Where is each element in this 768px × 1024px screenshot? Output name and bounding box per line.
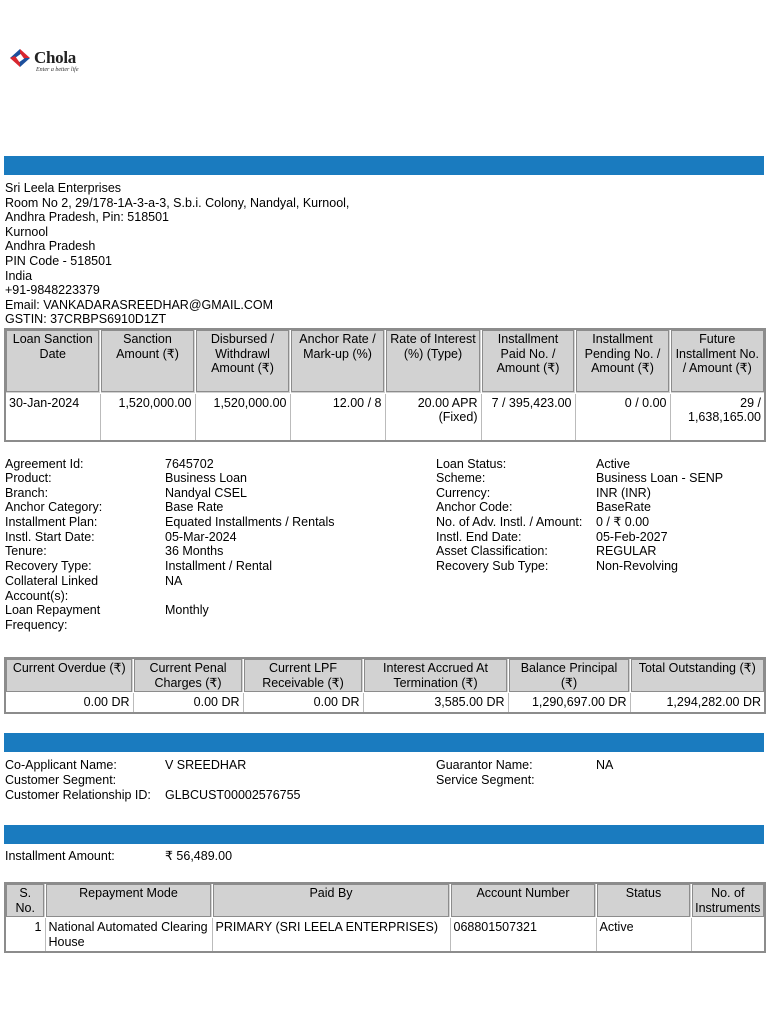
table-cell: 12.00 / 8 <box>290 393 385 441</box>
table-cell: PRIMARY (SRI LEELA ENTERPRISES) <box>212 918 450 953</box>
col-header: Balance Principal (₹) <box>508 658 630 693</box>
repayment-table-header <box>5 883 765 918</box>
col-header: No. of Instruments <box>691 883 765 918</box>
co-applicant-value: V SREEDHAR <box>165 758 247 772</box>
table-row <box>5 693 765 713</box>
guarantor-value: NA <box>596 758 614 772</box>
col-header: Interest Accrued At Termination (₹) <box>363 658 508 693</box>
col-header: Disbursed / Withdrawl Amount (₹) <box>195 329 290 393</box>
email-line: Email: VANKADARASREEDHAR@GMAIL.COM <box>5 297 274 312</box>
table-cell: 0.00 DR <box>243 693 363 713</box>
col-header: Current Overdue (₹) <box>5 658 133 693</box>
col-header: Repayment Mode <box>45 883 212 918</box>
brand-tagline: Enter a better life <box>36 67 79 73</box>
address-line: Room No 2, 29/178-1A-3-a-3, S.b.i. Colony, Nandyal, Kurnool, <box>5 195 350 210</box>
table-cell <box>691 918 765 953</box>
gstin-line: GSTIN: 37CRBPS6910D1ZT <box>5 312 167 327</box>
brand-name: Chola <box>34 48 76 67</box>
loan-table <box>4 328 766 442</box>
table-row <box>5 918 765 953</box>
col-header: Rate of Interest (%) (Type) <box>385 329 481 393</box>
installment-amount-label: Installment Amount: <box>5 849 115 863</box>
col-header: Anchor Rate / Mark-up (%) <box>290 329 385 393</box>
table-cell: 29 / 1,638,165.00 <box>670 393 765 441</box>
dues-table <box>4 657 766 714</box>
chola-swirl-icon <box>8 46 32 70</box>
installment-amount-value: ₹ 56,489.00 <box>165 849 233 863</box>
address-line: PIN Code - 518501 <box>5 253 113 268</box>
col-header: S. No. <box>5 883 45 918</box>
table-cell: 1 <box>5 918 45 953</box>
co-applicant-label: Co-Applicant Name: <box>5 758 117 772</box>
table-cell: 30-Jan-2024 <box>5 393 100 441</box>
customer-relationship-value: GLBCUST00002576755 <box>165 788 301 802</box>
col-header: Loan Sanction Date <box>5 329 100 393</box>
address-line: Andhra Pradesh, Pin: 518501 <box>5 210 170 225</box>
service-segment-label: Service Segment: <box>436 773 535 787</box>
col-header: Installment Paid No. / Amount (₹) <box>481 329 575 393</box>
section-band-customer <box>4 156 764 175</box>
table-cell: 3,585.00 DR <box>363 693 508 713</box>
table-cell: 1,294,282.00 DR <box>630 693 765 713</box>
table-cell: 1,520,000.00 <box>100 393 195 441</box>
table-cell: 0.00 DR <box>5 693 133 713</box>
guarantor-label: Guarantor Name: <box>436 758 533 772</box>
col-header: Future Installment No. / Amount (₹) <box>670 329 765 393</box>
customer-address <box>5 181 349 327</box>
address-line: +91-9848223379 <box>5 283 100 298</box>
address-line: Sri Leela Enterprises <box>5 181 122 195</box>
table-cell: 20.00 APR (Fixed) <box>385 393 481 441</box>
section-band-repayment <box>4 825 764 844</box>
col-header: Paid By <box>212 883 450 918</box>
repayment-table <box>4 882 766 953</box>
table-cell: 068801507321 <box>450 918 596 953</box>
loan-table-header <box>5 329 765 393</box>
col-header: Installment Pending No. / Amount (₹) <box>575 329 670 393</box>
address-line: Andhra Pradesh <box>5 239 96 254</box>
table-cell: 0 / 0.00 <box>575 393 670 441</box>
dues-table-header <box>5 658 765 693</box>
table-cell: National Automated Clearing House <box>45 918 212 953</box>
col-header: Sanction Amount (₹) <box>100 329 195 393</box>
customer-relationship-label: Customer Relationship ID: <box>5 788 151 802</box>
col-header: Current Penal Charges (₹) <box>133 658 243 693</box>
col-header: Current LPF Receivable (₹) <box>243 658 363 693</box>
table-cell: 7 / 395,423.00 <box>481 393 575 441</box>
section-band-applicant <box>4 733 764 752</box>
table-cell: 1,520,000.00 <box>195 393 290 441</box>
customer-segment-label: Customer Segment: <box>5 773 117 787</box>
table-row <box>5 393 765 441</box>
address-line: Kurnool <box>5 224 49 239</box>
col-header: Total Outstanding (₹) <box>630 658 765 693</box>
col-header: Account Number <box>450 883 596 918</box>
address-line: India <box>5 268 33 283</box>
table-cell: 0.00 DR <box>133 693 243 713</box>
table-cell: Active <box>596 918 691 953</box>
col-header: Status <box>596 883 691 918</box>
table-cell: 1,290,697.00 DR <box>508 693 630 713</box>
